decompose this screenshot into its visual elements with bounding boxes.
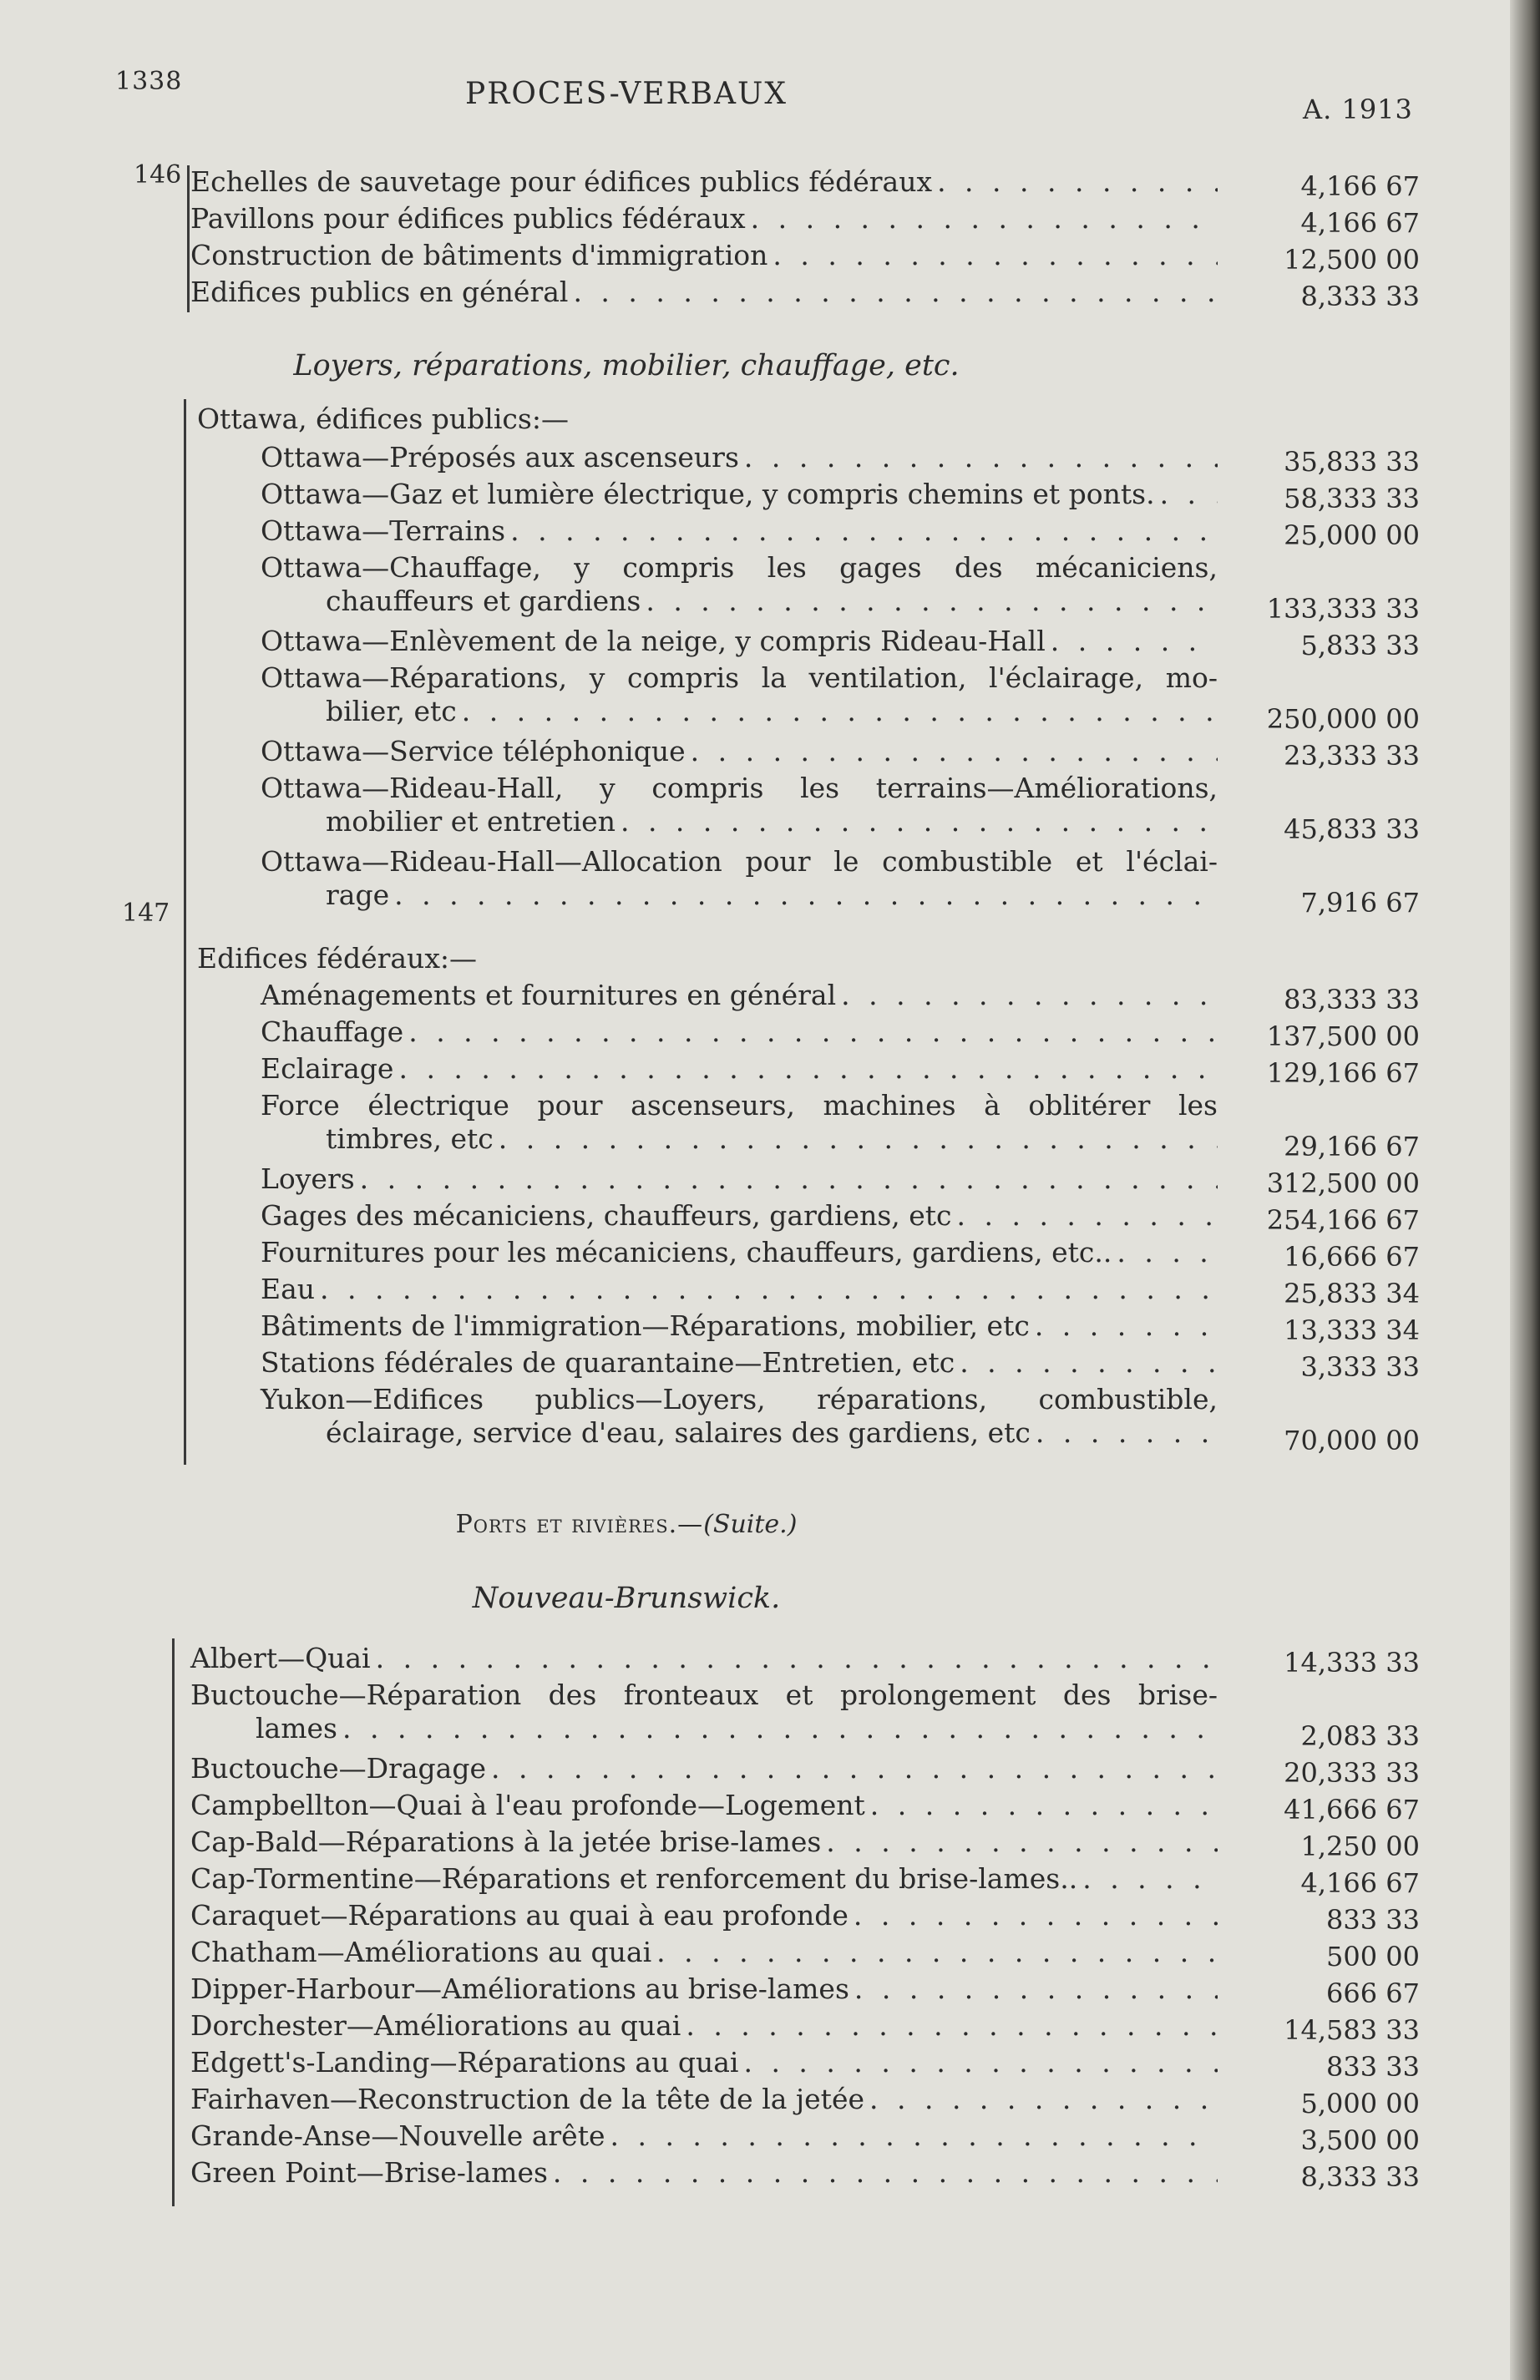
ottawa-item-6-amount: 23,333 33 <box>1284 740 1420 772</box>
ottawa-item-4 <box>261 625 1218 658</box>
federal-item-8 <box>261 1309 1218 1343</box>
dot-leader <box>691 735 1218 768</box>
federal-item-3-text-cont: timbres, etc <box>326 1122 494 1155</box>
federal-item-0-text: Aménagements et fournitures en général <box>261 979 837 1011</box>
dot-leader <box>743 2046 1218 2079</box>
nb-item-8-text: Dipper-Harbour—Améliorations au brise-lames <box>190 1972 849 2005</box>
dot-leader <box>491 1752 1218 1785</box>
dot-leader <box>342 1712 1218 1745</box>
federal-item-10 <box>261 1383 1218 1450</box>
nb-item-5-text: Cap-Tormentine—Réparations et renforcement du brise-lames.. <box>190 1862 1078 1895</box>
ottawa-item-2-amount: 25,000 00 <box>1284 519 1420 551</box>
vote146-item-0-text: Echelles de sauvetage pour édifices publics fédéraux <box>190 165 933 198</box>
nb-item-0 <box>190 1642 1218 1675</box>
nb-item-12-text: Grande-Anse—Nouvelle arête <box>190 2119 605 2152</box>
dot-leader <box>870 1789 1218 1822</box>
nb-item-1 <box>190 1679 1218 1745</box>
nb-item-13-text: Green Point—Brise-lames <box>190 2156 548 2189</box>
ottawa-item-7 <box>261 772 1218 838</box>
federal-item-7 <box>261 1273 1218 1306</box>
dot-leader <box>1082 1862 1218 1896</box>
brace-nb <box>172 1638 180 2206</box>
page-number: 1338 <box>115 67 183 96</box>
federal-item-0-amount: 83,333 33 <box>1284 984 1420 1015</box>
vote146-item-3 <box>190 276 1218 309</box>
nb-item-12-amount: 3,500 00 <box>1300 2124 1420 2156</box>
ottawa-item-8-text: Ottawa—Rideau-Hall—Allocation pour le combustible et l'éclai- <box>261 845 1218 878</box>
dot-leader <box>826 1826 1218 1859</box>
federal-item-2 <box>261 1052 1218 1086</box>
federal-item-5-amount: 254,166 67 <box>1266 1204 1420 1236</box>
ottawa-heading: Ottawa, édifices publics:— <box>197 403 569 435</box>
federal-item-3 <box>261 1089 1218 1156</box>
ottawa-item-5-text: Ottawa—Réparations, y compris la ventilation, l'éclairage, mo- <box>261 661 1218 694</box>
federal-item-1-text: Chauffage <box>261 1015 404 1048</box>
federal-item-8-text: Bâtiments de l'immigration—Réparations, mobilier, etc <box>261 1309 1030 1342</box>
nb-item-4-amount: 1,250 00 <box>1300 1831 1420 1862</box>
nb-item-4 <box>190 1826 1218 1859</box>
federal-item-1 <box>261 1015 1218 1049</box>
ottawa-item-0 <box>261 441 1218 474</box>
ottawa-item-3-amount: 133,333 33 <box>1266 593 1420 625</box>
vote146-item-3-amount: 8,333 33 <box>1300 281 1420 312</box>
federal-item-0 <box>261 979 1218 1012</box>
nb-item-8-amount: 666 67 <box>1326 1977 1420 2009</box>
nb-item-7-text: Chatham—Améliorations au quai <box>190 1936 652 1968</box>
section-heading-ports <box>0 1510 1253 1539</box>
vote146-item-3-text: Edifices publics en général <box>190 276 569 308</box>
ottawa-item-1-amount: 58,333 33 <box>1284 483 1420 514</box>
ottawa-item-1-text: Ottawa—Gaz et lumière électrique, y compris chemins et ponts. <box>261 478 1155 510</box>
dot-leader <box>320 1273 1218 1306</box>
dot-leader <box>751 202 1218 235</box>
nb-item-13 <box>190 2156 1218 2190</box>
ottawa-item-4-text: Ottawa—Enlèvement de la neige, y compris Rideau-Hall <box>261 625 1046 657</box>
federal-item-10-text-cont: éclairage, service d'eau, salaires des gardiens, etc <box>326 1416 1031 1449</box>
federal-item-6-amount: 16,666 67 <box>1284 1241 1420 1273</box>
nb-item-3 <box>190 1789 1218 1822</box>
dot-leader <box>394 879 1218 912</box>
dot-leader <box>656 1936 1218 1969</box>
dot-leader <box>1160 478 1218 511</box>
dot-leader <box>744 441 1218 474</box>
federal-item-5 <box>261 1199 1218 1233</box>
nb-item-1-amount: 2,083 33 <box>1300 1720 1420 1752</box>
dot-leader <box>854 1972 1218 2006</box>
ottawa-item-0-text: Ottawa—Préposés aux ascenseurs <box>261 441 739 473</box>
federal-item-4 <box>261 1162 1218 1196</box>
page-year: A. 1913 <box>1303 94 1413 125</box>
federal-item-9-amount: 3,333 33 <box>1300 1351 1420 1383</box>
ports-label: Ports et rivières.— <box>455 1510 704 1539</box>
nb-item-9-text: Dorchester—Améliorations au quai <box>190 2009 681 2042</box>
page-title: PROCES-VERBAUX <box>465 77 788 111</box>
ottawa-item-8-amount: 7,916 67 <box>1300 887 1420 919</box>
dot-leader <box>462 695 1218 728</box>
dot-leader <box>1051 625 1218 658</box>
ottawa-item-3-text-cont: chauffeurs et gardiens <box>326 585 641 617</box>
nb-item-2-amount: 20,333 33 <box>1284 1757 1420 1789</box>
ottawa-item-0-amount: 35,833 33 <box>1284 446 1420 478</box>
nb-item-12 <box>190 2119 1218 2153</box>
nb-item-3-text: Campbellton—Quai à l'eau profonde—Logement <box>190 1789 865 1821</box>
section-heading-nb: Nouveau-Brunswick. <box>472 1582 781 1615</box>
nb-item-10-amount: 833 33 <box>1326 2051 1420 2083</box>
nb-item-0-text: Albert—Quai <box>190 1642 371 1674</box>
vote146-item-0-amount: 4,166 67 <box>1300 170 1420 202</box>
nb-item-8 <box>190 1972 1218 2006</box>
page-edge-shadow <box>1510 0 1540 2380</box>
federal-item-9-text: Stations fédérales de quarantaine—Entretien, etc <box>261 1346 955 1379</box>
vote-id-146: 146 <box>134 160 182 190</box>
ottawa-item-5 <box>261 661 1218 728</box>
vote146-item-1-text: Pavillons pour édifices publics fédéraux <box>190 202 746 235</box>
ottawa-item-3 <box>261 551 1218 618</box>
dot-leader <box>686 2009 1218 2043</box>
nb-item-5-amount: 4,166 67 <box>1300 1867 1420 1899</box>
ottawa-item-2-text: Ottawa—Terrains <box>261 514 506 547</box>
vote146-item-2-amount: 12,500 00 <box>1284 244 1420 276</box>
nb-item-6 <box>190 1899 1218 1932</box>
dot-leader <box>1035 1309 1218 1343</box>
ottawa-item-4-amount: 5,833 33 <box>1300 630 1420 661</box>
ottawa-item-3-text: Ottawa—Chauffage, y compris les gages des mécaniciens, <box>261 551 1218 584</box>
ports-suite: (Suite.) <box>703 1510 798 1539</box>
federal-item-3-text: Force électrique pour ascenseurs, machines à oblitérer les <box>261 1089 1218 1122</box>
nb-item-2 <box>190 1752 1218 1785</box>
ottawa-item-8 <box>261 845 1218 912</box>
vote146-item-2 <box>190 239 1218 272</box>
ottawa-item-6-text: Ottawa—Service téléphonique <box>261 735 686 767</box>
vote146-item-0 <box>190 165 1218 199</box>
nb-item-4-text: Cap-Bald—Réparations à la jetée brise-lames <box>190 1826 822 1858</box>
dot-leader <box>854 1899 1218 1932</box>
nb-item-13-amount: 8,333 33 <box>1300 2161 1420 2193</box>
nb-item-10 <box>190 2046 1218 2079</box>
ottawa-item-7-text-cont: mobilier et entretien <box>326 805 615 838</box>
nb-item-6-text: Caraquet—Réparations au quai à eau profonde <box>190 1899 849 1932</box>
ottawa-item-5-amount: 250,000 00 <box>1266 703 1420 735</box>
dot-leader <box>360 1162 1218 1196</box>
dot-leader <box>1036 1416 1218 1450</box>
nb-item-11-text: Fairhaven—Reconstruction de la tête de la jetée <box>190 2083 865 2115</box>
federal-item-9 <box>261 1346 1218 1380</box>
nb-item-7 <box>190 1936 1218 1969</box>
federal-item-7-text: Eau <box>261 1273 316 1305</box>
federal-item-4-text: Loyers <box>261 1162 355 1195</box>
nb-item-9 <box>190 2009 1218 2043</box>
nb-item-2-text: Buctouche—Dragage <box>190 1752 486 1785</box>
nb-item-7-amount: 500 00 <box>1326 1941 1420 1972</box>
ottawa-item-7-amount: 45,833 33 <box>1284 813 1420 845</box>
federal-item-5-text: Gages des mécaniciens, chauffeurs, gardiens, etc <box>261 1199 952 1232</box>
ottawa-item-8-text-cont: rage <box>326 879 390 911</box>
federal-item-2-text: Eclairage <box>261 1052 394 1085</box>
nb-item-1-text-cont: lames <box>256 1712 337 1744</box>
dot-leader <box>937 165 1218 199</box>
ottawa-item-1 <box>261 478 1218 511</box>
dot-leader <box>610 2119 1218 2153</box>
nb-item-11 <box>190 2083 1218 2116</box>
dot-leader <box>573 276 1218 309</box>
dot-leader <box>510 514 1218 548</box>
nb-item-1-text: Buctouche—Réparation des fronteaux et prolongement des brise- <box>190 1679 1218 1711</box>
federal-item-6 <box>261 1236 1218 1269</box>
vote146-item-2-text: Construction de bâtiments d'immigration <box>190 239 768 271</box>
federal-item-1-amount: 137,500 00 <box>1266 1020 1420 1052</box>
federal-item-8-amount: 13,333 34 <box>1284 1314 1420 1346</box>
dot-leader <box>553 2156 1218 2190</box>
dot-leader <box>376 1642 1218 1675</box>
section-heading-rent: Loyers, réparations, mobilier, chauffage, etc. <box>293 349 960 382</box>
federal-item-4-amount: 312,500 00 <box>1266 1167 1420 1199</box>
nb-item-5 <box>190 1862 1218 1896</box>
ottawa-item-7-text: Ottawa—Rideau-Hall, y compris les terrains—Améliorations, <box>261 772 1218 804</box>
dot-leader <box>1117 1236 1218 1269</box>
dot-leader <box>398 1052 1218 1086</box>
vote-id-147: 147 <box>122 899 170 928</box>
nb-item-6-amount: 833 33 <box>1326 1904 1420 1936</box>
federal-item-10-amount: 70,000 00 <box>1284 1425 1420 1456</box>
dot-leader <box>621 805 1218 838</box>
dot-leader <box>773 239 1218 272</box>
nb-item-0-amount: 14,333 33 <box>1284 1647 1420 1679</box>
vote146-item-1-amount: 4,166 67 <box>1300 207 1420 239</box>
federal-item-7-amount: 25,833 34 <box>1284 1278 1420 1309</box>
vote146-item-1 <box>190 202 1218 235</box>
federal-item-3-amount: 29,166 67 <box>1284 1131 1420 1162</box>
dot-leader <box>408 1015 1218 1049</box>
dot-leader <box>499 1122 1218 1156</box>
dot-leader <box>869 2083 1218 2116</box>
dot-leader <box>646 585 1218 618</box>
nb-item-9-amount: 14,583 33 <box>1284 2014 1420 2046</box>
ottawa-item-2 <box>261 514 1218 548</box>
federal-item-10-text: Yukon—Edifices publics—Loyers, réparations, combustible, <box>261 1383 1218 1415</box>
federal-item-2-amount: 129,166 67 <box>1266 1057 1420 1089</box>
federal-item-6-text: Fournitures pour les mécaniciens, chauffeurs, gardiens, etc.. <box>261 1236 1112 1268</box>
nb-item-11-amount: 5,000 00 <box>1300 2088 1420 2119</box>
nb-item-10-text: Edgett's-Landing—Réparations au quai <box>190 2046 739 2079</box>
ottawa-item-6 <box>261 735 1218 768</box>
dot-leader <box>841 979 1218 1012</box>
dot-leader <box>960 1346 1218 1380</box>
ottawa-item-5-text-cont: bilier, etc <box>326 695 457 727</box>
brace-147 <box>184 399 191 1465</box>
dot-leader <box>957 1199 1218 1233</box>
nb-item-3-amount: 41,666 67 <box>1284 1794 1420 1826</box>
federal-heading: Edifices fédéraux:— <box>197 942 478 975</box>
